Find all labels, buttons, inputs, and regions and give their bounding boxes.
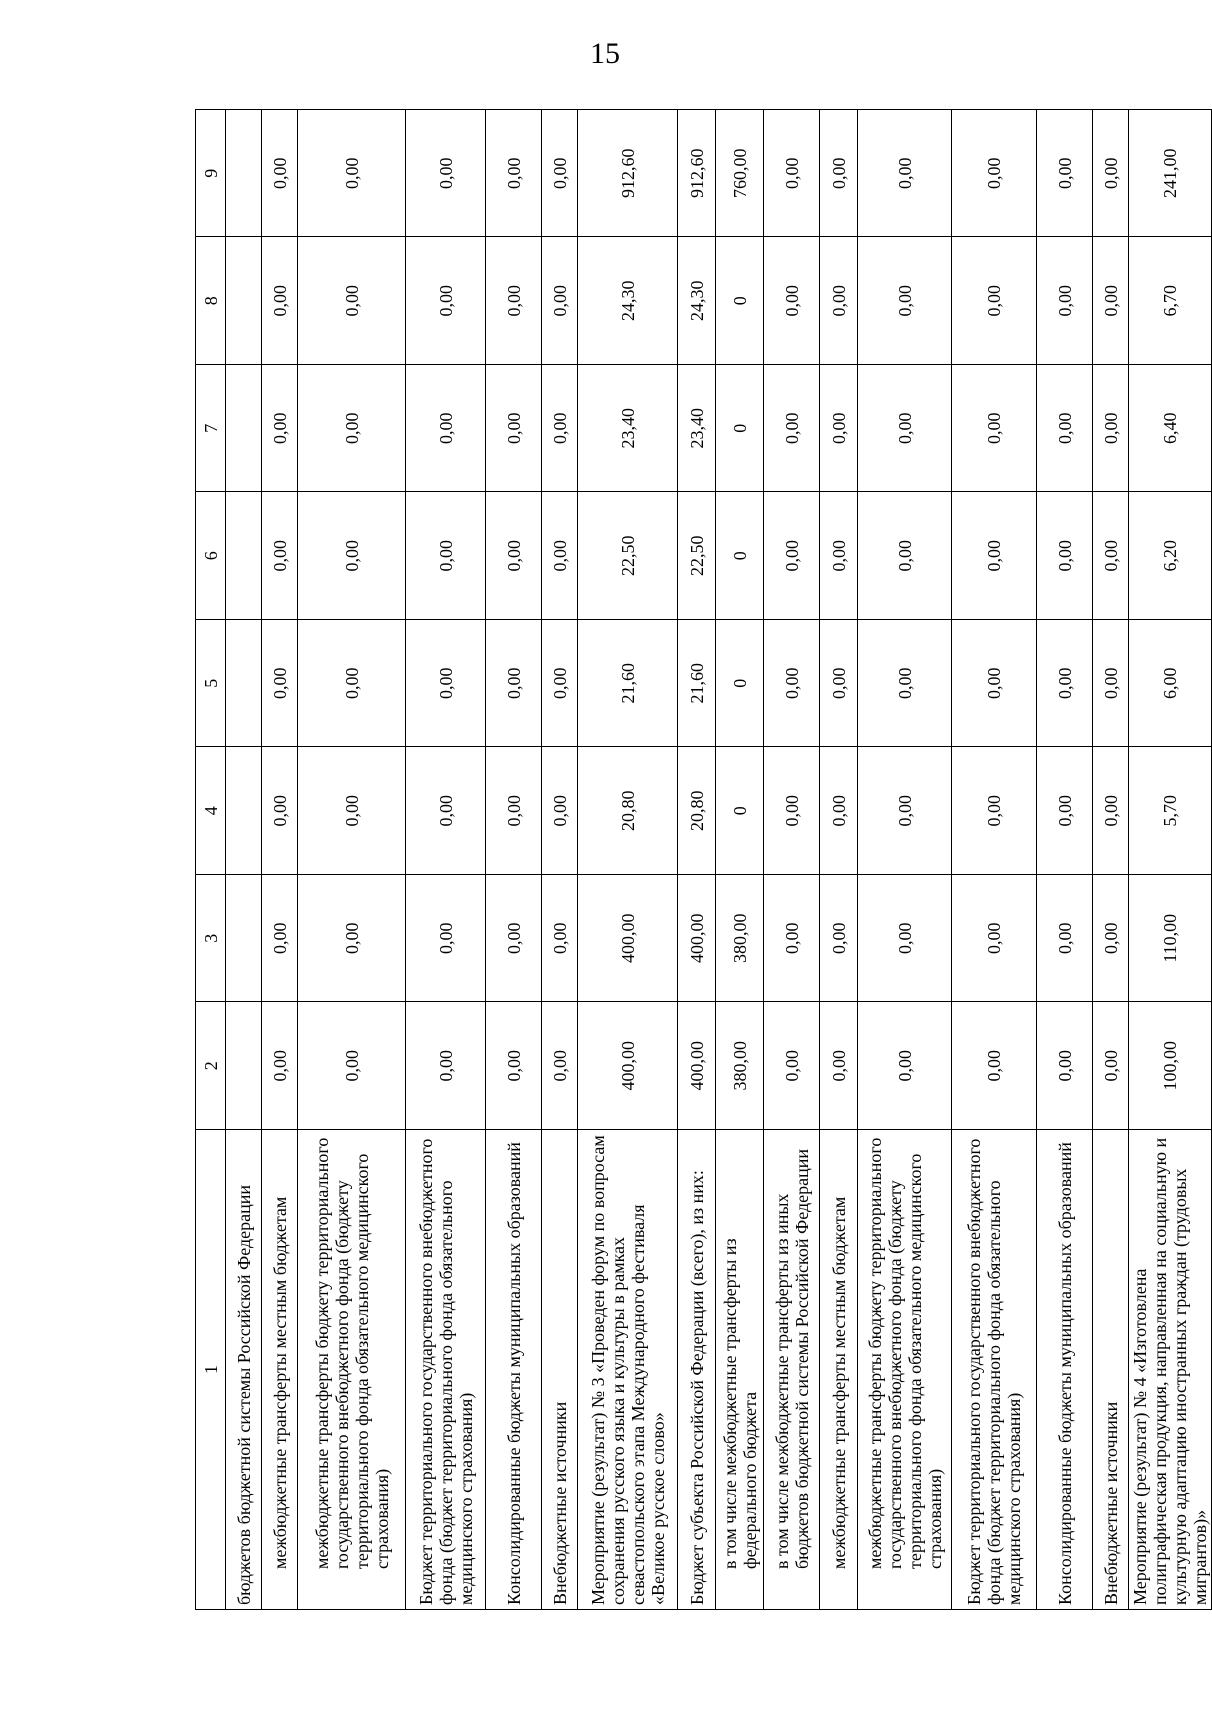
value-cell: 0,00 — [262, 1002, 298, 1130]
value-cell: 0 — [716, 620, 764, 748]
value-cell: 6,40 — [1129, 365, 1212, 493]
value-cell: 24,30 — [578, 237, 678, 365]
value-cell: 24,30 — [678, 237, 716, 365]
table-row — [298, 110, 406, 1610]
header-cell-8: 8 — [196, 237, 226, 365]
value-cell: 0,00 — [764, 492, 820, 620]
value-cell: 0,00 — [858, 620, 952, 748]
row-label: Консолидированные бюджеты муниципальных образований — [486, 1130, 542, 1610]
value-cell: 0,00 — [1093, 365, 1129, 493]
value-cell: 0,00 — [952, 747, 1037, 875]
value-cell: 0,00 — [858, 747, 952, 875]
value-cell: 0,00 — [858, 110, 952, 238]
value-cell: 0,00 — [298, 747, 406, 875]
table-row — [578, 110, 678, 1610]
row-label: бюджетов бюджетной системы Российской Федерации — [226, 1130, 262, 1610]
value-cell: 0,00 — [262, 620, 298, 748]
value-cell: 0,00 — [820, 365, 858, 493]
value-cell: 400,00 — [578, 1002, 678, 1130]
value-cell: 0,00 — [298, 237, 406, 365]
value-cell: 0,00 — [262, 492, 298, 620]
value-cell: 100,00 — [1129, 1002, 1212, 1130]
row-label: в том числе межбюджетные трансферты из иных бюджетов бюджетной системы Российской Федерации — [764, 1130, 820, 1610]
value-cell: 0,00 — [298, 492, 406, 620]
value-cell: 0,00 — [1037, 1002, 1093, 1130]
table-row — [262, 110, 298, 1610]
value-cell: 0,00 — [820, 747, 858, 875]
value-cell: 0,00 — [298, 365, 406, 493]
value-cell: 0,00 — [486, 747, 542, 875]
value-cell: 760,00 — [716, 110, 764, 238]
value-cell: 6,20 — [1129, 492, 1212, 620]
value-cell: 0 — [716, 365, 764, 493]
table-row — [406, 110, 486, 1610]
value-cell: 110,00 — [1129, 875, 1212, 1003]
table-header-row — [196, 110, 226, 1610]
value-cell: 22,50 — [578, 492, 678, 620]
value-cell: 241,00 — [1129, 110, 1212, 238]
value-cell: 0,00 — [542, 237, 578, 365]
value-cell: 0,00 — [764, 1002, 820, 1130]
table-row — [542, 110, 578, 1610]
header-cell-4: 4 — [196, 747, 226, 875]
value-cell: 0,00 — [952, 365, 1037, 493]
table-row — [952, 110, 1037, 1610]
table-row — [226, 110, 262, 1610]
header-cell-7: 7 — [196, 365, 226, 493]
value-cell: 5,70 — [1129, 747, 1212, 875]
value-cell: 0,00 — [1037, 365, 1093, 493]
value-cell: 400,00 — [678, 1002, 716, 1130]
value-cell: 21,60 — [678, 620, 716, 748]
table-row — [716, 110, 764, 1610]
value-cell: 0,00 — [1093, 620, 1129, 748]
value-cell: 0,00 — [406, 237, 486, 365]
page-number: 15 — [590, 37, 620, 70]
value-cell — [226, 875, 262, 1003]
value-cell: 0,00 — [952, 110, 1037, 238]
value-cell: 0,00 — [820, 620, 858, 748]
value-cell: 0,00 — [298, 875, 406, 1003]
table-row — [1129, 110, 1212, 1610]
value-cell: 22,50 — [678, 492, 716, 620]
table-row — [1037, 110, 1093, 1610]
value-cell: 20,80 — [678, 747, 716, 875]
value-cell: 0,00 — [1037, 110, 1093, 238]
value-cell: 912,60 — [578, 110, 678, 238]
row-label: Мероприятие (результат) № 3 «Проведен форум по вопросам сохранения русского языка и культуры в рамках севастопольского этапа Международного фестиваля «Великое русское слово» — [578, 1130, 678, 1610]
row-label: межбюджетные трансферты местным бюджетам — [820, 1130, 858, 1610]
value-cell: 0,00 — [486, 875, 542, 1003]
row-label: Бюджет территориального государственного внебюджетного фонда (бюджет территориального фонда обязательного медицинского страхования) — [406, 1130, 486, 1610]
value-cell: 400,00 — [678, 875, 716, 1003]
value-cell — [226, 747, 262, 875]
value-cell: 0,00 — [952, 875, 1037, 1003]
table-row — [678, 110, 716, 1610]
value-cell: 0,00 — [764, 237, 820, 365]
row-label: межбюджетные трансферты местным бюджетам — [262, 1130, 298, 1610]
value-cell: 0,00 — [262, 365, 298, 493]
value-cell: 0,00 — [486, 237, 542, 365]
row-label: Бюджет субъекта Российской Федерации (всего), из них: — [678, 1130, 716, 1610]
value-cell: 0,00 — [858, 875, 952, 1003]
table-row — [486, 110, 542, 1610]
value-cell: 0,00 — [858, 1002, 952, 1130]
value-cell: 380,00 — [716, 875, 764, 1003]
header-cell-9: 9 — [196, 110, 226, 238]
value-cell: 0,00 — [298, 620, 406, 748]
value-cell: 0,00 — [764, 620, 820, 748]
value-cell: 6,70 — [1129, 237, 1212, 365]
value-cell: 0,00 — [406, 365, 486, 493]
value-cell: 0,00 — [858, 492, 952, 620]
value-cell: 0,00 — [486, 620, 542, 748]
value-cell: 0,00 — [406, 492, 486, 620]
value-cell: 6,00 — [1129, 620, 1212, 748]
value-cell: 0,00 — [820, 492, 858, 620]
value-cell: 0,00 — [406, 1002, 486, 1130]
value-cell: 0,00 — [542, 875, 578, 1003]
value-cell: 0,00 — [1093, 110, 1129, 238]
row-label: Мероприятие (результат) № 4 «Изготовлена полиграфическая продукция, направленная на социальную и культурную адаптацию иностранных граждан (трудовых мигрантов)» — [1129, 1130, 1212, 1610]
value-cell: 0,00 — [952, 237, 1037, 365]
value-cell: 380,00 — [716, 1002, 764, 1130]
value-cell: 0 — [716, 237, 764, 365]
value-cell: 0,00 — [764, 110, 820, 238]
value-cell: 400,00 — [578, 875, 678, 1003]
value-cell: 21,60 — [578, 620, 678, 748]
row-label: Консолидированные бюджеты муниципальных образований — [1037, 1130, 1093, 1610]
value-cell: 0,00 — [406, 620, 486, 748]
value-cell: 0,00 — [1037, 492, 1093, 620]
value-cell — [226, 492, 262, 620]
row-label: межбюджетные трансферты бюджету территориального государственного внебюджетного фонда (бюджету территориального фонда обязательного медицинского страхования) — [298, 1130, 406, 1610]
header-cell-6: 6 — [196, 492, 226, 620]
value-cell: 0,00 — [764, 875, 820, 1003]
table-row — [820, 110, 858, 1610]
value-cell — [226, 237, 262, 365]
value-cell: 0,00 — [542, 492, 578, 620]
value-cell: 0,00 — [486, 110, 542, 238]
value-cell: 0,00 — [1037, 620, 1093, 748]
value-cell: 0,00 — [542, 747, 578, 875]
value-cell: 0,00 — [1093, 492, 1129, 620]
value-cell: 20,80 — [578, 747, 678, 875]
value-cell: 0,00 — [406, 110, 486, 238]
row-label: Внебюджетные источники — [542, 1130, 578, 1610]
value-cell: 0,00 — [764, 365, 820, 493]
value-cell: 0,00 — [298, 110, 406, 238]
budget-table — [195, 109, 1212, 1610]
value-cell — [226, 1002, 262, 1130]
value-cell — [226, 110, 262, 238]
value-cell: 0,00 — [542, 1002, 578, 1130]
value-cell: 0,00 — [858, 365, 952, 493]
value-cell: 0,00 — [820, 110, 858, 238]
value-cell: 0,00 — [952, 492, 1037, 620]
value-cell: 0,00 — [820, 875, 858, 1003]
value-cell: 0,00 — [486, 492, 542, 620]
value-cell: 0,00 — [858, 237, 952, 365]
value-cell: 0,00 — [262, 237, 298, 365]
rotated-table-container — [195, 110, 1210, 1610]
value-cell: 0,00 — [1037, 875, 1093, 1003]
header-cell-1: 1 — [196, 1130, 226, 1610]
row-label: Внебюджетные источники — [1093, 1130, 1129, 1610]
value-cell — [226, 620, 262, 748]
value-cell: 0,00 — [820, 1002, 858, 1130]
value-cell: 23,40 — [578, 365, 678, 493]
row-label: Бюджет территориального государственного внебюджетного фонда (бюджет территориального фонда обязательного медицинского страхования) — [952, 1130, 1037, 1610]
value-cell: 0,00 — [764, 747, 820, 875]
value-cell: 0,00 — [1037, 237, 1093, 365]
header-cell-3: 3 — [196, 875, 226, 1003]
value-cell: 0,00 — [952, 620, 1037, 748]
value-cell: 0,00 — [1037, 747, 1093, 875]
table-row — [1093, 110, 1129, 1610]
value-cell: 0,00 — [262, 875, 298, 1003]
value-cell: 0,00 — [952, 1002, 1037, 1130]
value-cell — [226, 365, 262, 493]
value-cell: 0,00 — [542, 365, 578, 493]
value-cell: 0,00 — [262, 110, 298, 238]
header-cell-2: 2 — [196, 1002, 226, 1130]
value-cell: 0,00 — [542, 110, 578, 238]
value-cell: 0,00 — [1093, 875, 1129, 1003]
value-cell: 0,00 — [486, 365, 542, 493]
value-cell: 0 — [716, 492, 764, 620]
value-cell: 912,60 — [678, 110, 716, 238]
value-cell: 0,00 — [1093, 1002, 1129, 1130]
value-cell: 0,00 — [1093, 237, 1129, 365]
value-cell: 0,00 — [298, 1002, 406, 1130]
value-cell: 23,40 — [678, 365, 716, 493]
value-cell: 0,00 — [542, 620, 578, 748]
row-label: межбюджетные трансферты бюджету территориального государственного внебюджетного фонда (бюджету территориального фонда обязательного медицинского страхования) — [858, 1130, 952, 1610]
value-cell: 0 — [716, 747, 764, 875]
value-cell: 0,00 — [1093, 747, 1129, 875]
row-label: в том числе межбюджетные трансферты из федерального бюджета — [716, 1130, 764, 1610]
table-row — [858, 110, 952, 1610]
value-cell: 0,00 — [486, 1002, 542, 1130]
table-row — [764, 110, 820, 1610]
header-cell-5: 5 — [196, 620, 226, 748]
value-cell: 0,00 — [262, 747, 298, 875]
value-cell: 0,00 — [406, 875, 486, 1003]
value-cell: 0,00 — [406, 747, 486, 875]
value-cell: 0,00 — [820, 237, 858, 365]
